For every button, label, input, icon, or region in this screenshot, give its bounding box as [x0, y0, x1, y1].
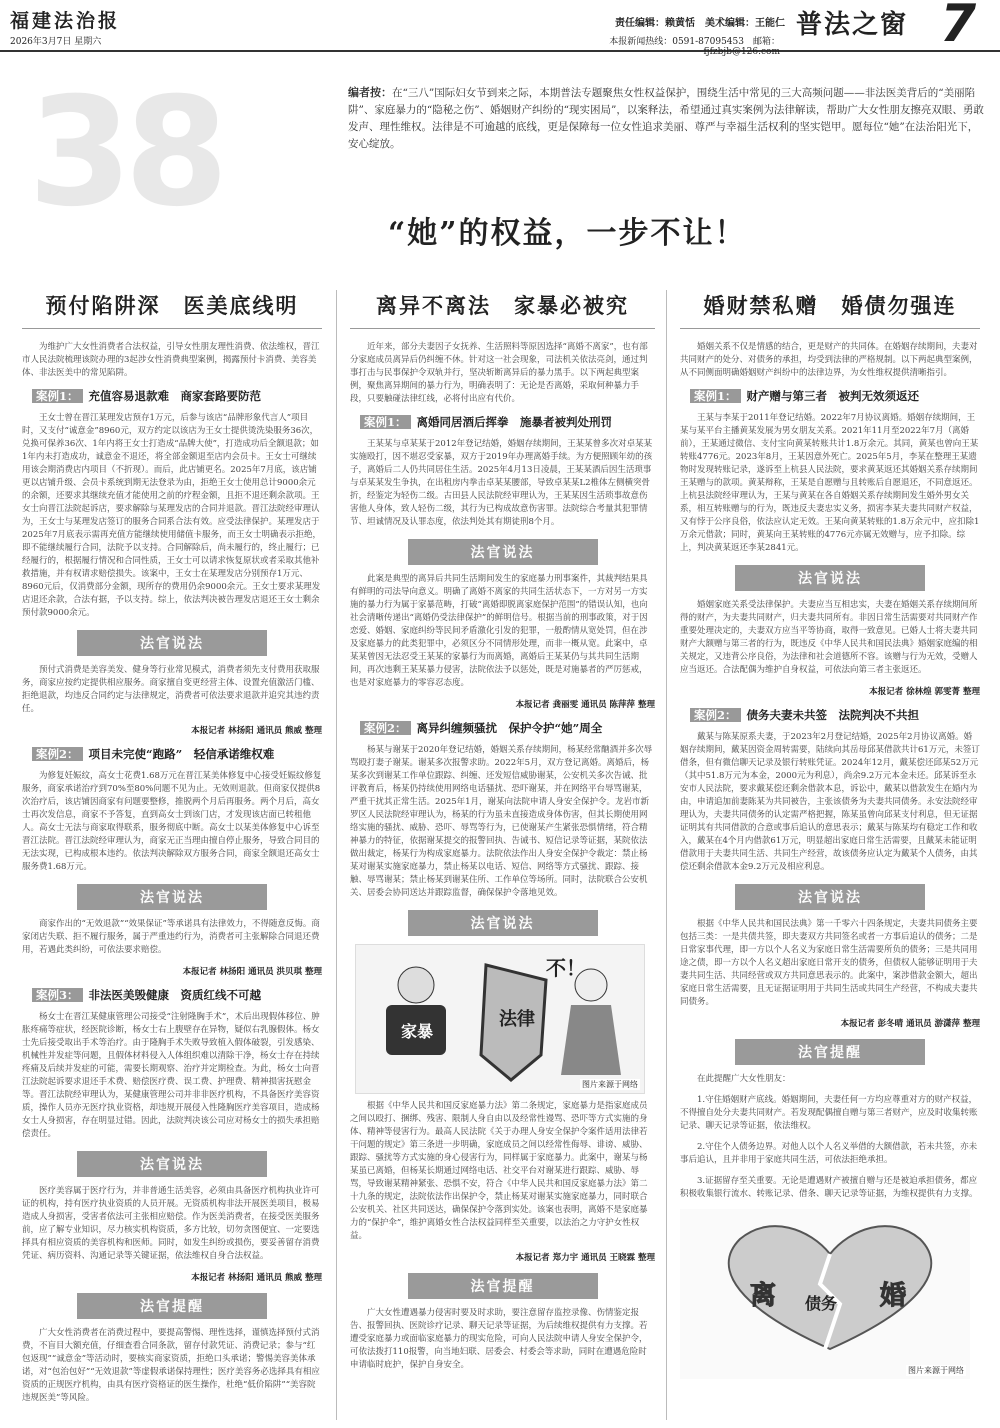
- editor-note: [348, 84, 988, 153]
- judge-reminder-heading: 法官提醒: [735, 1039, 925, 1065]
- judge-says-heading: 法官说法: [77, 630, 267, 656]
- judge-says-heading: 法官说法: [408, 539, 598, 565]
- case-heading: [360, 720, 655, 736]
- case-title: 债务夫妻未共签 法院判决不共担: [746, 708, 920, 722]
- case-heading: [32, 388, 322, 404]
- broken-heart-illustration: [680, 1209, 980, 1359]
- column-divider: [336, 290, 337, 1420]
- column-domestic-violence: [350, 290, 655, 1380]
- illustration-label-divorce-right: 婚: [880, 1281, 907, 1311]
- case-tag: 案例2：: [32, 747, 83, 761]
- judge-says-text: 婚姻家庭关系受法律保护。夫妻应当互相忠实，夫妻在婚姻关系存续期间所得的财产，为夫妻共同财产，归夫妻共同所有。非因日常生活需要对共同财产作重要处理决定的，夫妻双方应当平等协商，取得一致意见。已婚人士将夫妻共同财产大额赠与第三者的行为，既违反《中华人民共和国民法典》婚姻家庭编的相关规定，又违背公序良俗，为法律和社会道德所不容。该赠与行为无效，受赠人应当返还。合法配偶为维护自身权益，可依法向第三者主张返还。: [680, 600, 978, 675]
- illustration-label-law: 法律: [499, 1009, 535, 1030]
- shield-illustration: [356, 945, 646, 1095]
- byline: 本报记者 林扬阳 通讯员 熊威 整理: [191, 726, 322, 736]
- judge-says-text: 商家作出的“无效退款”“效果保证”等承诺具有法律效力，不得随意反悔。商家闭店失联、拒不履行服务，属于严重违约行为，消费者可主张解除合同退还费用，若遇此类纠纷，可依法要求赔偿。: [22, 919, 320, 955]
- feature-banner: [8, 60, 992, 275]
- column-title: 婚财禁私赠 婚债勿强连: [680, 290, 980, 329]
- column-marital-property: [680, 290, 980, 1385]
- byline: 本报记者 龚丽雯 通讯员 陈萍萍 整理: [515, 700, 655, 710]
- column-title: 预付陷阱深 医美底线明: [22, 290, 322, 329]
- column-consumer: [22, 290, 322, 1413]
- judge-says-text: 根据《中华人民共和国民法典》第一千零六十四条规定，夫妻共同债务主要包括三类：一是共债共签，即夫妻双方共同签名或者一方事后追认的债务；二是日常家事代理，即一方以个人名义为家庭日常生活需要所负的债务；三是共同用途之债，即一方以个人名义超出家庭日常开支的债务，但债权人能够证明用于夫妻共同生活、共同经营或双方共同意思表示的。此案中，案涉借款金额大，超出家庭日常生活需要，且无证据证明用于共同生活或共同生产经营，不构成夫妻共同债务。: [680, 919, 978, 1007]
- case-tag: 案例1：: [690, 389, 741, 403]
- case-heading: [32, 746, 322, 762]
- section-title: 普法之窗: [796, 10, 909, 40]
- issue-date: 2026年3月7日 星期六: [10, 37, 102, 47]
- judge-says-heading: 法官说法: [77, 884, 267, 910]
- column-divider: [666, 290, 667, 1420]
- judge-reminder-item: 2.守住个人债务边界。对他人以个人名义举借的大额借款，若未共签，亦未事后追认，且并非用于家庭共同生活，可依法拒绝承担。: [680, 1142, 978, 1165]
- case-tag: 案例3：: [32, 988, 83, 1002]
- main-headline: “她”的权益，一步不让！: [388, 216, 747, 251]
- hotline-line: 本报新闻热线：0591-87095453 邮箱：fjfzbjb@126.com: [609, 37, 780, 57]
- case-title: 离异纠缠频骚扰 保护令护“她”周全: [416, 721, 603, 735]
- illustration-label-debt: 债务: [805, 1294, 838, 1313]
- case-heading: [690, 707, 980, 723]
- case-tag: 案例2：: [360, 721, 411, 735]
- illustration-broken-heart: [680, 1209, 970, 1379]
- judge-says-heading: 法官说法: [408, 910, 598, 936]
- case-heading: [690, 388, 980, 404]
- illustration-shield: [355, 944, 645, 1094]
- newspaper-logo: 福建法治报: [10, 10, 121, 32]
- byline: 本报记者 林扬阳 通讯员 洪贝琪 整理: [182, 967, 322, 977]
- judge-reminder-intro: 在此提醒广大女性朋友：: [697, 1074, 791, 1084]
- judge-says-heading: 法官说法: [735, 884, 925, 910]
- editor-note-label: 编者按：: [348, 86, 392, 99]
- byline: 本报记者 林扬阳 通讯员 熊威 整理: [191, 1273, 322, 1283]
- case-title: 财产赠与第三者 被判无效须返还: [746, 389, 920, 403]
- judge-says-text: 此案是典型的离异后共同生活期间发生的家庭暴力刑事案件，其裁判结果具有鲜明的司法导向意义。明确了离婚不离家的共同生活状态下，一方对另一方实施的暴力行为属于家暴范畴，打破“离婚即脱离家庭保护范围”的错误认知，也向社会清晰传递出“离婚仍受法律保护”的鲜明信号。根据当前的刑事政策，对于因恋爱、婚姻、家庭纠纷等民间矛盾激化引发的犯罪，一般酌情从宽处罚，但在涉及家庭暴力的此类犯罪中，必须区分不同情形处理，而非一概从宽。此案中，卓某某曾因无法忍受王某某的家暴行为而离婚，离婚后王某某仍与其共同生活期间，再次违剩王某某暴力侵害，法院依法予以惩处，既是对施暴者的严厉惩戒，也是对家庭暴力的零容忍态度。: [350, 574, 648, 688]
- illustration-label-divorce-left: 离: [750, 1281, 777, 1311]
- case-tag: 案例2：: [690, 708, 741, 722]
- editor-note-text: 在“三八”国际妇女节到来之际，本期普法专题聚焦女性权益保护，围绕生活中常见的三大高频问题——非法医美背后的“美丽陷阱”、家庭暴力的“隐秘之伤”、婚姻财产纠纷的“现实困局”，以案释法，希望通过真实案例为法律解读，帮助广大女性朋友擦亮双眼、勇敢发声、理性维权。法律是不可逾越的底线，更是保障每一位女性追求美丽、尊严与幸福生活权利的坚实铠甲。愿每位“她”在法治阳光下，安心绽放。: [348, 87, 984, 150]
- case-text: 杨某与谢某于2020年登记结婚，婚姻关系存续期间，杨某经常酗酒并多次辱骂殴打妻子谢某。谢某多次报警求助。2022年5月，双方登记离婚。离婚后，杨某多次到谢某工作单位跟踪、纠缠、还发短信威胁谢某，公安机关多次告诫、批评教育后，杨某仍持续使用网络电话骚扰、恐吓谢某，并在网络平台辱骂谢某，严重干扰其正常生活。2025年1月，谢某向法院申请人身安全保护令。龙岩市新罗区人民法院经审理认为，杨某的行为虽未直接造成身体伤害，但其长期使用网络实施的骚扰、威胁、恐吓、辱骂等行为，已使谢某产生紧张恐惧情绪，符合精神暴力的特征，依据谢某提交的报警回执、告诫书、短信记录等证据，某院依法做出裁定，杨某行为构成家庭暴力。法院依法作出人身安全保护令裁定：禁止杨某对谢某实施家庭暴力，禁止杨某以电话、短信、网络等方式骚扰、跟踪、接触、辱骂谢某；禁止杨某到谢某住所、工作单位等场所。同时，法院联合公安机关、居委会协同送达并跟踪监督，确保保护令落地见效。: [350, 745, 653, 898]
- case-title: 项目未完使“跑路” 轻信承诺维权难: [88, 747, 275, 761]
- case-title: 非法医美毁健康 资质红线不可越: [88, 988, 262, 1002]
- judge-reminder-item: 3.证据留存至关重要。无论是遭遇财产被擅自赠与还是被迫承担债务，都应积极收集银行流水、转账记录、借条、聊天记录等证据，为维权提供有力支撑。: [680, 1176, 978, 1199]
- womens-day-numeral: 38: [28, 66, 221, 240]
- judge-reminder-text: 广大女性遭遇暴力侵害时要及时求助，要注意留存监控录像、伤情鉴定报告、报警回执、医院诊疗记录、聊天记录等证据，为后续维权提供有力支撑。若遭受家庭暴力或面临家庭暴力的现实危险，可向人民法院申请人身安全保护令，可依法拨打110报警，向当地妇联、居委会、村委会等求助，同时在遭遇危险时申请临时庇护，保护自身安全。: [350, 1308, 648, 1370]
- illustration-label-violence: 家暴: [401, 1022, 434, 1041]
- judge-reminder-item: 1.守住婚姻财产底线。婚姻期间，夫妻任何一方均应尊重对方的财产权益，不得擅自处分夫妻共同财产。若发现配偶擅自赠与第三者财产，应及时收集转账记录、聊天记录等证据，依法维权。: [680, 1095, 978, 1131]
- judge-says-text: 预付式消费是美容美发、健身等行业常见模式，消费者须先支付费用获取服务，商家应按约定提供相应服务。商家擅自变更经营主体、设置充值激活门槛、拒绝退款，均违反合同约定与法律规定，消费者可依法要求退款并追究其违约责任。: [22, 665, 320, 714]
- page-number: 7: [940, 0, 977, 54]
- image-credit: 图片来源于网络: [908, 1366, 964, 1375]
- case-text: 为修复妊娠纹，高女士花费1.68万元在晋江某美体修复中心接受妊娠纹修复服务，商家承诺治疗到70%至80%问题不见为止。无效则退款。但商家仅提供8次治疗后，该店铺因商家有问题要整修，推脱两个月后再服务。两个月后，高女士再次发信息，商家不予答复，直到高女士到该门店，才发现该店面已转租他人。高女士无法与商家取得联系，服务彻底中断。高女士以某美体修复中心诉至晋江法院。晋江法院经审理认为，商家无正当理由擅自停止服务，导致合同目的无法实现，已构成根本违约。依法判决解除双方服务合同，商家全额退还高女士服务费1.68万元。: [22, 771, 322, 872]
- judge-says-text: 根据《中华人民共和国反家庭暴力法》第二条规定，家庭暴力是指家庭成员之间以殴打、捆绑、残害、限制人身自由以及经常性谩骂、恐吓等方式实施的身体、精神等侵害行为。最高人民法院《关于办理人身安全保护令案件适用法律若干问题的规定》第三条进一步明确，家庭成员之间以经常性侮辱、诽谤、威胁、跟踪、骚扰等方式实施的身心侵害行为，同样属于家庭暴力。此案中，谢某与杨某虽已离婚，但杨某长期通过网络电话、社交平台对谢某进行跟踪、威胁、辱骂，导致谢某精神紧张、恐惧不安，符合《中华人民共和国反家庭暴力法》第二十九条的规定，法院依法作出保护令，禁止杨某对谢某实施家庭暴力，同时联合公安机关、社区共同送达，确保保护令落到实处。该案也表明，离婚不是家庭暴力的“保护伞”，维护离婚女性合法权益同样至关重要，以法治之力守护女性权益。: [350, 1101, 648, 1241]
- judge-reminder-heading: 法官提醒: [77, 1293, 267, 1319]
- case-title: 离婚同居酒后挥拳 施暴者被判处刑罚: [416, 415, 613, 429]
- case-tag: 案例1：: [32, 389, 83, 403]
- judge-reminder-heading: 法官提醒: [408, 1273, 598, 1299]
- judge-says-heading: 法官说法: [735, 565, 925, 591]
- case-text: 杨女士在晋江某健康管理公司接受“注射隆胸手术”，术后出现假体移位、肿胀疼痛等症状，经医院诊断，杨女士右上腹壁存在异物，疑似右乳腺假体。杨女士先后接受取出手术等治疗。由于隆胸手术失败导致植入假体破裂，引发感染、机械性并发症等问题，且假体材料侵入人体组织难以清除干净，杨女士存在持续疼痛及后续并发症的可能，需要长期观察、治疗并定期检查。为此，杨女士向晋江法院起诉要求退还手术费、赔偿医疗费、误工费、护理费、精神损害抚慰金等。晋江法院经审理认为，某健康管理公司并非非医疗机构，不具备医疗美容资质，操作人员亦无医疗执业资格，却违规开展侵入性隆胸医疗美容项目，造成杨女士人身损害，存在明显过错。因此，法院判决该公司应对杨女士的损失承担赔偿责任。: [22, 1012, 320, 1139]
- illustration-bubble: 不！: [546, 956, 586, 980]
- masthead: [0, 0, 1000, 57]
- case-heading: [32, 987, 322, 1003]
- case-text: 王女士曾在晋江某理发店预存1万元，后参与该店“品牌形象代言人”项目时，又支付“诚意金”8960元，双方约定以该店为王女士提供烫洗染服务36次，兑换可保养36次、1年内将王女士打造成“品牌大使”，打造成功后全额退款；如1年内未打造成功，诚意金不退还，将全部金额退至店内会员卡。王女士可继续用该会期消费店内项目（不折现）。而后，此店铺更名。2025年7月底，该店铺更以店铺升级、会员卡系统到期无法登录为由，拒绝王女士使用总计9000余元的余额，还要求其继续充值才能使用之前的疗程金额，且拒不退还剩余款项。王女士向晋江法院起诉店，要求解除与某理发店的合同并退款。晋江法院经审理认为，王女士与某理发店签订的服务合同系合法有效。应受法律保护。某理发店于2025年7月底表示需再充值方能继续使用储值卡服务，而王女士明确表示拒绝，即不能继续履行合同，法院予以支持。合同解除后，尚未履行的，终止履行；已经履行的，根据履行情况和合同性质，王女士可以请求恢复原状或者采取其他补救措施，并有权请求赔偿损失。该案中，王女士在某理发店分别预存1万元、8960元后，仅消费部分金额，现所存的费用仍余9000余元。王女士要求某理发店退还余款，合法有据，予以支持。综上，依法判决被告理发店退还王女士剩余预付款9000余元。: [22, 413, 322, 618]
- column-intro: 近年来，部分夫妻因子女抚养、生活照料等原因选择“离婚不离家”，也有部分家庭成员离异后仍纠缠不休。针对这一社会现象，司法机关依法亮剑，通过判事打击与民事保护令双轨并行，坚决斩断离异后的暴力黑手。以下两起典型案例，聚焦离异期间的暴力行为，明确表明了：无论是否离婚，采取何种暴力手段，只要触碰法律红线，必将付出应有代价。: [350, 342, 648, 404]
- judge-says-text: 医疗美容属于医疗行为，并非普通生活美容，必须由具备医疗机构执业许可证的机构，持有医疗执业资质的人员开展。无资质机构非法开展医美项目，极易造成人身损害，受害者依法可主张相应赔偿。作为医美消费者，在接受医美服务前，应了解专业知识，尽力核实机构资质，多方比较，切勿贪图便宜、一定要选择具有相应资质的美容机构和医师。同时，如发生纠纷或损伤，要妥善留存消费凭证、病历资料、沟通记录等关键证据，依法维权自身合法权益。: [22, 1186, 320, 1261]
- judge-reminder-text: 广大女性消费者在消费过程中，要提高警惕、理性选择，谨慎选择预付式消费，不盲目大额充值，仔细查看合同条款，留存付款凭证、消费记录；参与“红包返现”“诚意金”等活动时，要核实商家资质，拒绝口头承诺；警惕美容美体承诺，对“包治包好”“无效退款”等虚假承诺保持理性；医疗美容务必选择具有相应资质的正规医疗机构，由具有医疗资格证的医生操作，杜绝“低价陷阱”“美容院违规医美”等风险。: [22, 1328, 320, 1403]
- case-heading: [360, 414, 655, 430]
- case-text: 王某与李某于2011年登记结婚。2022年7月协议离婚。婚姻存续期间，王某与某平台主播黄某发展为男女朋友关系。2021年11月至2022年7月（离婚前），王某通过微信、支付宝向黄某转账共计1.8万余元。其同，黄某也曾向王某转账4776元。2023年8月，王某因意外死亡。2025年5月，李某在整理王某遗物时发现转账记录，遂诉至上杭县人民法院，要求黄某返还其婚姻关系存续期间王某赠与的款项。黄某辩称，王某是自愿赠与且转账后自愿退还，不同意返还。上杭县法院经审理认为，王某与黄某在各自婚姻关系存续期间发生婚外男女关系，相互转账赠与的行为，既违反夫妻忠实义务，损害李某夫妻共同财产权益，又有悖于公序良俗，依法应认定无效。王某向黄某转账的1.8万余元中，应扣除1万余元借款；同时，黄某向王某转账的4776元亦属无效赠与，应予扣除。综上，判决黄某返还李某2841元。: [680, 413, 980, 553]
- case-title: 充值容易退款难 商家套路要防范: [88, 389, 262, 403]
- case-text: 戴某与陈某原系夫妻，于2023年2月登记结婚，2025年2月协议离婚。婚姻存续期间，戴某因资金周转需要，陆续向其岳母邱某借款共计61万元，未签订借条，但有微信聊天记录及银行转账凭证。2024年12月，戴某偿还邱某52万元（其中51.8万元为本金，2000元为利息），尚余9.2万元本金未还。邱某诉至永安市人民法院，要求戴某偿还剩余借款本息，诉讼中，戴某以借款发生在婚内为由，申请追加前妻陈某为共同被告，主张该债务为夫妻共同债务。永安法院经审理认为，夫妻共同债务的认定需严格把握，陈某虽曾向邱某支付利息，但无证据证明其有共同借款的合意或事后追认的意思表示；戴某与陈某均有稳定工作和收入，戴某在4个月内借款61万元，明显超出家庭日常生活需要，且戴某未能证明借款用于夫妻共同生活、共同生产经营，故该债务应认定为戴某个人债务，由其偿还剩余借款本金9.2万元及相应利息。: [680, 732, 980, 872]
- byline: 本报记者 徐林煌 郭雯菁 整理: [869, 687, 980, 697]
- case-tag: 案例1：: [360, 415, 411, 429]
- case-text: 王某某与卓某某于2012年登记结婚，婚姻存续期间，王某某曾多次对卓某某实施殴打，因不堪忍受家暴，双方于2019年办理离婚手续。为方便照顾年幼的孩子，离婚后二人仍共同居住生活。2025年4月13日凌晨，王某某酒后因生活琐事与卓某某发生争执，在出租房内拳击卓某某腰部，导致卓某某L2椎体左侧横突骨折，经鉴定为轻伤二级。古田县人民法院经审理认为，王某某因生活琐事故意伤害他人身体，致人轻伤二级，其行为已构成故意伤害罪。法院综合考量其犯罪情节、坦诚情况及认罪态度，依法判处其有期徒刑8个月。: [350, 439, 653, 527]
- byline: 本报记者 彭冬晴 通讯员 游潇萍 整理: [840, 1019, 980, 1029]
- byline: 本报记者 郑力宇 通讯员 王晓霖 整理: [515, 1253, 655, 1263]
- column-intro: 为维护广大女性消费者合法权益，引导女性朋友理性消费、依法维权，晋江市人民法院梳理该院办理的3起涉女性消费典型案例，揭露预付卡消费、美容美体、非法医美中的常见陷阱。: [22, 342, 320, 378]
- editors-line: 责任编辑：赖黄恬 美术编辑：王能仁: [615, 18, 785, 29]
- judge-says-heading: 法官说法: [77, 1151, 267, 1177]
- column-title: 离异不离法 家暴必被究: [350, 290, 655, 329]
- column-intro: 婚姻关系不仅是情感的结合，更是财产的共同体。在婚姻存续期间，夫妻对共同财产的处分、对债务的承担，均受到法律的严格规制。以下两起典型案例，从不同侧面明确婚姻财产纠纷中的法律边界，为女性维权提供清晰指引。: [680, 342, 978, 378]
- image-credit: 图片来源于网络: [582, 1080, 638, 1089]
